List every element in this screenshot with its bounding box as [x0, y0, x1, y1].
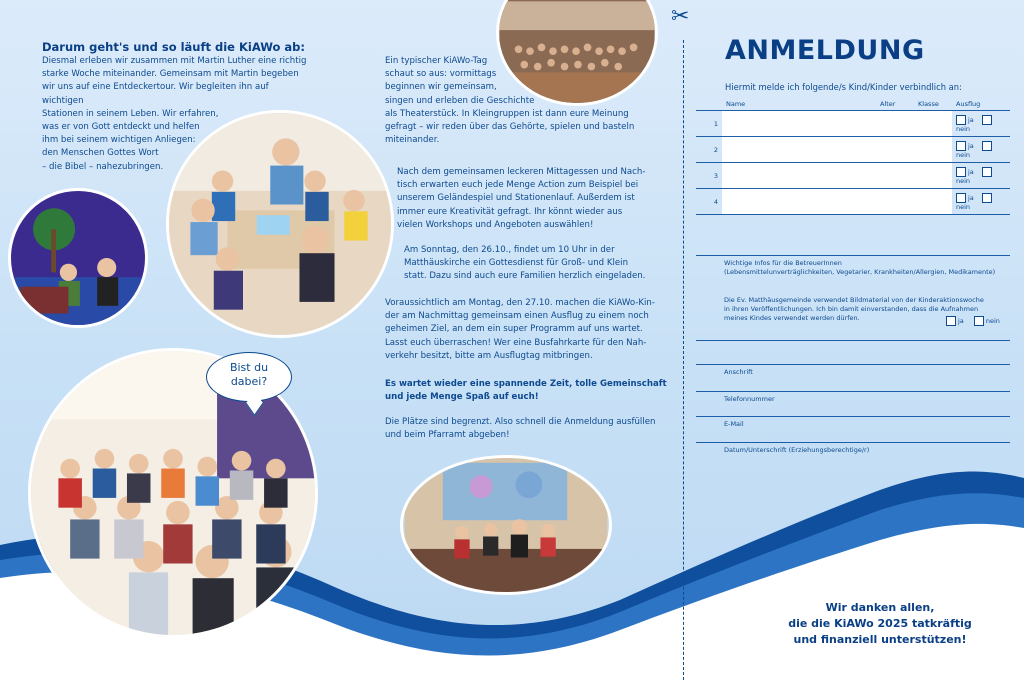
- text-line: den Menschen Gottes Wort: [42, 148, 159, 159]
- thanks-line: Wir danken allen,: [825, 601, 935, 614]
- age-field[interactable]: [876, 111, 914, 137]
- info-sublabel: (Lebensmittelunverträglichkeiten, Vegetarier, Krankheiten/Allergien, Medikamente): [724, 268, 996, 276]
- no-label: nein: [956, 176, 971, 185]
- yes-label: ja: [968, 167, 974, 176]
- no-label: nein: [985, 317, 1000, 325]
- text-line: ihm bei seinem wichtigen Anliegen:: [42, 135, 196, 146]
- text-line: verkehr besitzt, bitte am Ausflugtag mitbringen.: [385, 350, 593, 361]
- text-line: und jede Menge Spaß auf euch!: [385, 392, 539, 403]
- yes-label: ja: [968, 115, 974, 124]
- thanks-line: und finanziell unterstützen!: [793, 633, 967, 646]
- form-intro: Hiermit melde ich folgende/s Kind/Kinder verbindlich an:: [725, 82, 962, 92]
- text-line: beginnen wir gemeinsam,: [385, 82, 497, 93]
- yes-label: ja: [968, 193, 974, 202]
- para-highlight: [385, 378, 680, 404]
- text-line: Diesmal erleben wir zusammen mit Martin Luther eine richtig: [42, 56, 307, 66]
- row-number: 2: [696, 137, 722, 163]
- no-label: nein: [956, 124, 971, 133]
- text-line: Matthäuskirche ein Gottesdienst für Groß- und Klein: [404, 258, 629, 269]
- class-field[interactable]: [914, 189, 952, 215]
- thanks-text: [760, 600, 1000, 648]
- signature-label: Datum/Unterschrift (Erziehungsberechtige/r): [724, 446, 870, 454]
- text-line: wir uns auf eine Entdeckertour. Wir begleiten ihn auf wichtigen: [42, 82, 269, 106]
- excursion-options: [952, 163, 1010, 189]
- text-line: tisch erwarten euch jede Menge Action zum Beispiel bei: [397, 180, 639, 191]
- theater-photo-graphic: [11, 191, 145, 325]
- text-line: Stationen in seinem Leben. Wir erfahren,: [42, 108, 219, 119]
- thanks-line: die die KiAWo 2025 tatkräftig: [788, 617, 972, 630]
- consent-line: Die Ev. Matthäusgemeinde verwendet Bildmaterial von der Kinderaktionswoche: [724, 296, 984, 304]
- excursion-no-checkbox[interactable]: [982, 167, 992, 177]
- registration-table: [696, 98, 1010, 215]
- text-line: Ein typischer KiAWo-Tag: [385, 56, 488, 66]
- column-header-class: Klasse: [918, 100, 939, 108]
- speech-bubble: [206, 352, 292, 402]
- excursion-yes-checkbox[interactable]: [956, 115, 966, 125]
- divider: [696, 340, 1010, 344]
- age-field[interactable]: [876, 137, 914, 163]
- address-field[interactable]: [696, 364, 1010, 377]
- text-line: und beim Pfarramt abgeben!: [385, 430, 510, 441]
- text-line: der am Nachmittag gemeinsam einen Ausflug zu einem noch: [385, 311, 649, 322]
- no-label: nein: [956, 150, 971, 159]
- text-line: gefragt – wir reden über das Gehörte, spielen und basteln: [385, 122, 635, 133]
- class-field[interactable]: [914, 137, 952, 163]
- text-line: starke Woche miteinander. Gemeinsam mit Martin begeben: [42, 69, 299, 80]
- text-line: – die Bibel – nahezubringen.: [42, 161, 164, 172]
- text-line: Am Sonntag, den 26.10., findet um 10 Uhr in der: [404, 245, 615, 255]
- name-field[interactable]: [722, 163, 876, 189]
- table-row: [696, 163, 1010, 189]
- consent-yes-checkbox[interactable]: [946, 316, 956, 326]
- address-label: Anschrift: [724, 368, 753, 376]
- stage-performance-photo-graphic: [403, 458, 609, 592]
- name-field[interactable]: [722, 137, 876, 163]
- class-field[interactable]: [914, 163, 952, 189]
- table-row: [696, 111, 1010, 137]
- bubble-line: dabei?: [230, 375, 268, 388]
- text-line: vielen Workshops und Angeboten auswählen!: [397, 219, 594, 230]
- scissors-icon: ✂: [671, 4, 690, 29]
- age-field[interactable]: [876, 189, 914, 215]
- row-number: 4: [696, 189, 722, 215]
- info-field[interactable]: [696, 255, 1010, 277]
- excursion-options: [952, 111, 1010, 137]
- para-daily-schedule: [385, 55, 675, 147]
- group-craft-photo-graphic: [169, 113, 391, 335]
- text-line: als Theaterstück. In Kleingruppen ist dann eure Meinung: [385, 108, 629, 119]
- signature-field[interactable]: [696, 442, 1010, 455]
- excursion-options: [952, 189, 1010, 215]
- consent-line: meines Kindes verwendet werden dürfen.: [724, 314, 860, 322]
- excursion-no-checkbox[interactable]: [982, 141, 992, 151]
- excursion-no-checkbox[interactable]: [982, 115, 992, 125]
- excursion-yes-checkbox[interactable]: [956, 193, 966, 203]
- stage-performance-photo: [400, 455, 612, 595]
- row-number: 1: [696, 111, 722, 137]
- text-line: schaut so aus: vormittags: [385, 69, 497, 80]
- excursion-no-checkbox[interactable]: [982, 193, 992, 203]
- text-line: Nach dem gemeinsamen leckeren Mittagessen und Nach-: [397, 167, 646, 177]
- text-line: unserem Geländespiel und Stationenlauf. Außerdem ist: [397, 193, 635, 204]
- info-label: Wichtige Infos für die BetreuerInnen: [724, 259, 842, 267]
- group-craft-photo: [166, 110, 394, 338]
- table-row: [696, 189, 1010, 215]
- yes-label: ja: [958, 317, 964, 325]
- email-label: E-Mail: [724, 420, 744, 428]
- name-field[interactable]: [722, 189, 876, 215]
- text-line: singen und erleben die Geschichte: [385, 95, 535, 106]
- age-field[interactable]: [876, 163, 914, 189]
- excursion-yes-checkbox[interactable]: [956, 141, 966, 151]
- consent-no-checkbox[interactable]: [974, 316, 984, 326]
- column-header-name: Name: [726, 100, 746, 108]
- no-label: nein: [956, 202, 971, 211]
- text-line: immer eure Kreativität gefragt. Ihr könnt wieder aus: [397, 206, 623, 217]
- section-heading: Darum geht's und so läuft die KiAWo ab:: [42, 40, 305, 54]
- table-row: [696, 137, 1010, 163]
- column-header-excursion: Ausflug: [956, 100, 981, 108]
- theater-photo: [8, 188, 148, 328]
- row-number: 3: [696, 163, 722, 189]
- phone-field[interactable]: [696, 391, 1010, 404]
- text-line: Lasst euch überraschen! Wer eine Busfahrkarte für den Nah-: [385, 337, 647, 348]
- email-field[interactable]: [696, 416, 1010, 429]
- cut-line: [683, 40, 684, 680]
- class-field[interactable]: [914, 111, 952, 137]
- para-sunday-service: [404, 244, 679, 284]
- consent-options: [946, 316, 1000, 326]
- para-afternoon: [397, 166, 677, 232]
- excursion-yes-checkbox[interactable]: [956, 167, 966, 177]
- bubble-line: Bist du: [229, 361, 269, 374]
- consent-line: in ihren Veröffentlichungen. Ich bin damit einverstanden, dass die Aufnahmen: [724, 305, 979, 313]
- text-line: miteinander.: [385, 135, 440, 146]
- text-line: statt. Dazu sind auch eure Familien herzlich eingeladen.: [404, 271, 646, 282]
- para-excursion: [385, 297, 680, 363]
- text-line: Es wartet wieder eine spannende Zeit, tolle Gemeinschaft: [385, 379, 667, 389]
- yes-label: ja: [968, 141, 974, 150]
- column-header-age: Alter: [880, 100, 896, 108]
- phone-label: Telefonnummer: [724, 395, 775, 403]
- text-line: geheimen Ziel, an dem ein super Programm auf uns wartet.: [385, 324, 643, 335]
- text-line: was er von Gott entdeckt und helfen: [42, 122, 200, 133]
- excursion-options: [952, 137, 1010, 163]
- text-line: Die Plätze sind begrenzt. Also schnell die Anmeldung ausfüllen: [385, 417, 656, 427]
- name-field[interactable]: [722, 111, 876, 137]
- form-title: ANMELDUNG: [725, 35, 925, 66]
- table-header-row: [696, 98, 1010, 111]
- text-line: Voraussichtlich am Montag, den 27.10. machen die KiAWo-Kin-: [385, 298, 655, 308]
- para-registration-call: [385, 416, 680, 442]
